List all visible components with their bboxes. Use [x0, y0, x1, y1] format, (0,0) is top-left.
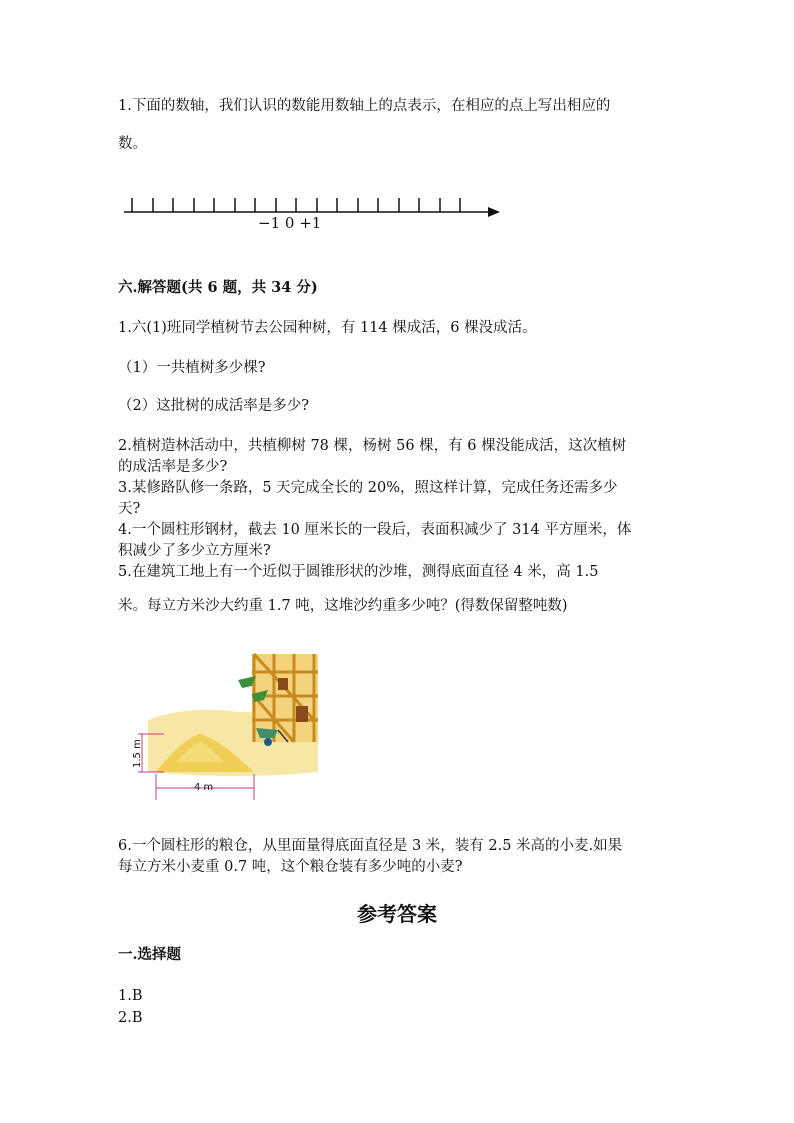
question-text: 3.某修路队修一条路，5 天完成全长的 20%，照这样计算，完成任务还需多少	[118, 480, 618, 496]
width-label: 4 m	[194, 782, 214, 793]
question-text: 积减少了多少立方厘米?	[118, 543, 271, 559]
axis-labels: −1 0 +1	[258, 214, 322, 230]
question-text: 天?	[118, 501, 141, 517]
question-text: 每立方米小麦重 0.7 吨，这个粮仓装有多少吨的小麦?	[118, 859, 463, 875]
section-heading: 一.选择题	[118, 946, 182, 963]
height-label: 1.5 m	[132, 739, 143, 768]
question-text: 数。	[118, 136, 147, 152]
question-text: 4.一个圆柱形钢材，截去 10 厘米长的一段后，表面积减少了 314 平方厘米，体	[118, 522, 632, 538]
section-heading: 六.解答题(共 6 题，共 34 分)	[118, 279, 318, 296]
answer-title: 参考答案	[357, 902, 437, 926]
number-line	[118, 194, 518, 230]
question-text: 5.在建筑工地上有一个近似于圆锥形状的沙堆，测得底面直径 4 米，高 1.5	[118, 564, 599, 580]
sub-question: （2）这批树的成活率是多少?	[118, 398, 309, 414]
question-text: 1.下面的数轴，我们认识的数能用数轴上的点表示，在相应的点上写出相应的	[118, 98, 611, 114]
question-text: 米。每立方米沙大约重 1.7 吨，这堆沙约重多少吨？(得数保留整吨数)	[118, 598, 568, 614]
answer-item: 1.B	[118, 988, 143, 1004]
sand-pile-illustration	[128, 650, 328, 800]
question-text: 1.六(1)班同学植树节去公园种树，有 114 棵成活，6 棵没成活。	[118, 320, 537, 336]
question-text: 的成活率是多少?	[118, 459, 228, 475]
answer-item: 2.B	[118, 1010, 143, 1026]
sub-question: （1）一共植树多少棵?	[118, 360, 266, 376]
question-text: 2.植树造林活动中，共植柳树 78 棵，杨树 56 棵，有 6 棵没能成活，这次植树	[118, 438, 627, 454]
question-text: 6.一个圆柱形的粮仓，从里面量得底面直径是 3 米，装有 2.5 米高的小麦.如果	[118, 838, 623, 854]
